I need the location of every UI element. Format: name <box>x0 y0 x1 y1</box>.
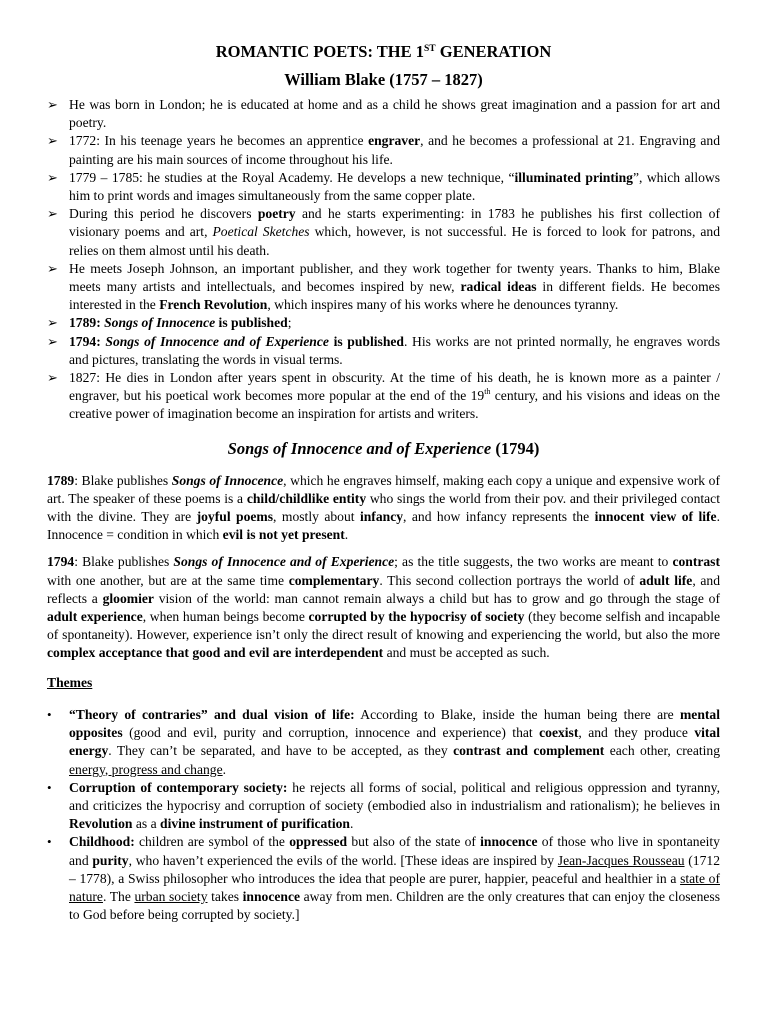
list-item: ➢ 1772: In his teenage years he becomes an apprentice engraver, and he becomes a professional at 21. Engraving and painting are his main sources of income throughout his life. <box>47 133 720 167</box>
bullet-icon: • <box>47 834 52 850</box>
themes-heading: Themes <box>47 674 93 690</box>
arrow-bullet-icon: ➢ <box>47 333 58 349</box>
themes-list <box>47 706 720 924</box>
list-item: ➢ 1789: Songs of Innocence is published; <box>47 314 720 332</box>
list-item: ➢ 1779 – 1785: he studies at the Royal Academy. He develops a new technique, “illuminated printing”, which allows him to print words and images simultaneously from the same copper plate. <box>47 169 720 204</box>
arrow-bullet-icon: ➢ <box>47 370 58 386</box>
list-item: ➢ He was born in London; he is educated at home and as a child he shows great imagination and a passion for art and poetry. <box>47 97 720 131</box>
section-title: Songs of Innocence and of Experience (1794) <box>227 438 540 458</box>
arrow-bullet-icon: ➢ <box>47 133 58 149</box>
list-item: ➢ 1827: He dies in London after years spent in obscurity. At the time of his death, he is known more as a painter / engraver, but his poetical work becomes more popular at the end of the 19th century, and his visions and ideas on the creative power of imagination become an inspiration for artists and writers. <box>47 370 720 422</box>
list-item: • Corruption of contemporary society: he rejects all forms of social, political and religious oppression and tyranny, and criticizes the hypocrisy and corruption of society (embodied also in industrialism and rationalism); he believes in Revolution as a divine instrument of purification. <box>47 779 720 832</box>
list-item: ➢ 1794: Songs of Innocence and of Experience is published. His works are not printed normally, he engraves words and pictures, translating the words in visual terms. <box>47 333 720 367</box>
arrow-bullet-icon: ➢ <box>47 260 58 276</box>
arrow-bullet-icon: ➢ <box>47 97 58 112</box>
list-item: ➢ During this period he discovers poetry and he starts experimenting: in 1783 he publishes his first collection of visionary poems and art, Poetical Sketches which, however, is not successful. He is forced to look for patrons, and relies on them almost until his death. <box>47 206 721 258</box>
page-title <box>47 40 720 64</box>
list-item: • “Theory of contraries” and dual vision of life: According to Blake, inside the human being there are mental opposites (good and evil, purity and corruption, innocence and experience) that coexist, and they produce vital energy. They can’t be separated, and have to be accepted, as they contrast and complement each other, creating energy, progress and change. <box>47 706 721 777</box>
biography-list <box>47 96 720 424</box>
paragraph-1789: 1789: Blake publishes Songs of Innocence, which he engraves himself, making each copy a unique and expensive work of art. The speaker of these poems is a child/childlike entity who sings the world from their pov. and their privileged contact with the divine. They are joyful poems, mostly about infancy, and how infancy represents the innocent view of life. Innocence = condition in which evil is not yet present. <box>47 472 720 543</box>
arrow-bullet-icon: ➢ <box>47 315 58 331</box>
title-text: ROMANTIC POETS: THE 1 <box>215 42 424 61</box>
list-item: ➢ He meets Joseph Johnson, an important publisher, and they work together for twenty years. Thanks to him, Blake meets many artists and intellectuals, and becomes inspired by new, radical ideas in different fields. He becomes interested in the French Revolution, which inspires many of his works where he denounces tyranny. <box>47 260 721 313</box>
list-item: • Childhood: children are symbol of the oppressed but also of the state of innocence of those who live in spontaneity and purity, who haven’t experienced the evils of the world. [These ideas are inspired by Jean-Jacques Rousseau (1712 – 1778), a Swiss philosopher who introduces the idea that people are purer, happier, peaceful and healthier in a state of nature. The urban society takes innocence away from men. Children are the only creatures that can enjoy the closeness to God before being corrupted by society.] <box>47 834 720 923</box>
title-superscript: ST <box>423 44 436 54</box>
page-subtitle: William Blake (1757 – 1827) <box>284 70 483 89</box>
document-body <box>47 96 720 924</box>
arrow-bullet-icon: ➢ <box>47 169 58 185</box>
bullet-icon: • <box>47 779 52 795</box>
paragraph-1794: 1794: Blake publishes Songs of Innocence and of Experience; as the title suggests, the two works are meant to contrast with one another, but are at the same time complementary. This second collection portrays the world of adult life, and reflects a gloomier vision of the world: man cannot remain always a child but has to grow and go through the stage of adult experience, when human beings become corrupted by the hypocrisy of society (they become selfish and incapable of spontaneity). However, experience isn’t only the direct result of knowing and experiencing the world, but also the more complex acceptance that good and evil are interdependent and must be accepted as such. <box>47 554 721 661</box>
arrow-bullet-icon: ➢ <box>47 206 58 222</box>
bullet-icon: • <box>47 706 52 722</box>
title-text-end: GENERATION <box>435 42 552 61</box>
